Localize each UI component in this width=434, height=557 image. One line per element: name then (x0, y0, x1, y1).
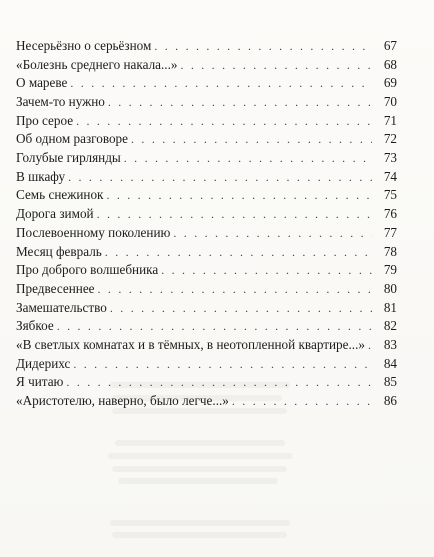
show-through-line (118, 478, 278, 484)
toc-entry-title: Дорога зимой (16, 206, 94, 222)
dot-leader (76, 112, 372, 131)
toc-entry (16, 261, 397, 280)
dot-leader (98, 280, 372, 299)
toc-entry-page-number: 76 (383, 206, 397, 222)
toc-entry-page-number: 80 (383, 280, 397, 296)
toc-entry (16, 149, 397, 168)
toc-entry-page-number: 77 (383, 224, 397, 240)
dot-leader (131, 130, 372, 149)
toc-entry (16, 224, 397, 243)
toc-entry-title: Дидерихс (16, 355, 71, 371)
toc-entry-title: Несерьёзно о серьёзном (16, 37, 152, 53)
toc-entry-title: «В светлых комнатах и в тёмных, в неотопленной квартире...» (16, 336, 365, 352)
dot-leader (105, 243, 372, 262)
show-through-line (110, 520, 290, 526)
show-through-line (115, 440, 285, 446)
toc-entry-title: Я читаю (16, 374, 64, 390)
toc-entry-page-number: 82 (383, 318, 397, 334)
toc-entry-page-number: 70 (383, 94, 397, 110)
dot-leader (108, 93, 372, 112)
toc-entry (16, 243, 397, 262)
toc-entry-title: Зябкое (16, 318, 54, 334)
toc-entry-title: О мареве (16, 75, 68, 91)
toc-entry (16, 373, 397, 392)
toc-entry-title: Про доброго волшебника (16, 262, 159, 278)
show-through-line (108, 453, 293, 459)
dot-leader (97, 205, 372, 224)
toc-entry (16, 37, 397, 56)
dot-leader (180, 56, 372, 75)
dot-leader (68, 168, 372, 187)
toc-entry (16, 56, 397, 75)
toc-entry-page-number: 68 (383, 56, 397, 72)
toc-entry-page-number: 84 (383, 355, 397, 371)
dot-leader (57, 317, 372, 336)
toc-entry-title: Месяц февраль (16, 243, 102, 259)
toc-entry-title: Предвесеннее (16, 280, 95, 296)
dot-leader (161, 261, 372, 280)
toc-entry-page-number: 72 (383, 131, 397, 147)
toc-entry (16, 317, 397, 336)
toc-entry (16, 187, 397, 206)
toc-entry-page-number: 71 (383, 112, 397, 128)
dot-leader (73, 355, 372, 374)
dot-leader (173, 224, 372, 243)
toc-entry-title: Семь снежинок (16, 187, 104, 203)
show-through-line (112, 466, 287, 472)
toc-entry-title: Замешательство (16, 299, 107, 315)
dot-leader (106, 186, 372, 205)
toc-entry (16, 355, 397, 374)
toc-entry-page-number: 81 (383, 299, 397, 315)
dot-leader (110, 299, 372, 318)
table-of-contents (16, 37, 397, 411)
toc-entry-page-number: 86 (383, 393, 397, 409)
toc-entry-title: Зачем-то нужно (16, 94, 105, 110)
dot-leader (70, 74, 372, 93)
toc-entry (16, 336, 397, 355)
toc-entry-title: В шкафу (16, 168, 66, 184)
dot-leader (66, 373, 372, 392)
toc-entry (16, 280, 397, 299)
toc-entry (16, 299, 397, 318)
toc-entry-page-number: 73 (383, 150, 397, 166)
toc-entry (16, 205, 397, 224)
dot-leader (154, 37, 372, 56)
toc-entry (16, 93, 397, 112)
toc-entry-page-number: 75 (383, 187, 397, 203)
toc-entry (16, 130, 397, 149)
show-through-line (112, 532, 287, 538)
dot-leader (232, 392, 372, 411)
toc-entry-title: «Болезнь среднего накала...» (16, 56, 178, 72)
toc-entry (16, 392, 397, 411)
toc-entry-page-number: 83 (383, 336, 397, 352)
toc-entry-title: «Аристотелю, наверно, было легче...» (16, 393, 229, 409)
toc-entry-page-number: 85 (383, 374, 397, 390)
toc-entry (16, 74, 397, 93)
toc-entry (16, 168, 397, 187)
toc-entry-title: Послевоенному поколению (16, 224, 171, 240)
toc-entry-page-number: 79 (383, 262, 397, 278)
toc-entry-page-number: 69 (383, 75, 397, 91)
toc-entry-page-number: 67 (383, 37, 397, 53)
toc-entry-title: Об одном разговоре (16, 131, 129, 147)
toc-entry-page-number: 78 (383, 243, 397, 259)
toc-entry-title: Про серое (16, 112, 74, 128)
dot-leader (124, 149, 372, 168)
toc-entry-title: Голубые гирлянды (16, 150, 121, 166)
toc-entry (16, 112, 397, 131)
toc-entry-page-number: 74 (383, 168, 397, 184)
